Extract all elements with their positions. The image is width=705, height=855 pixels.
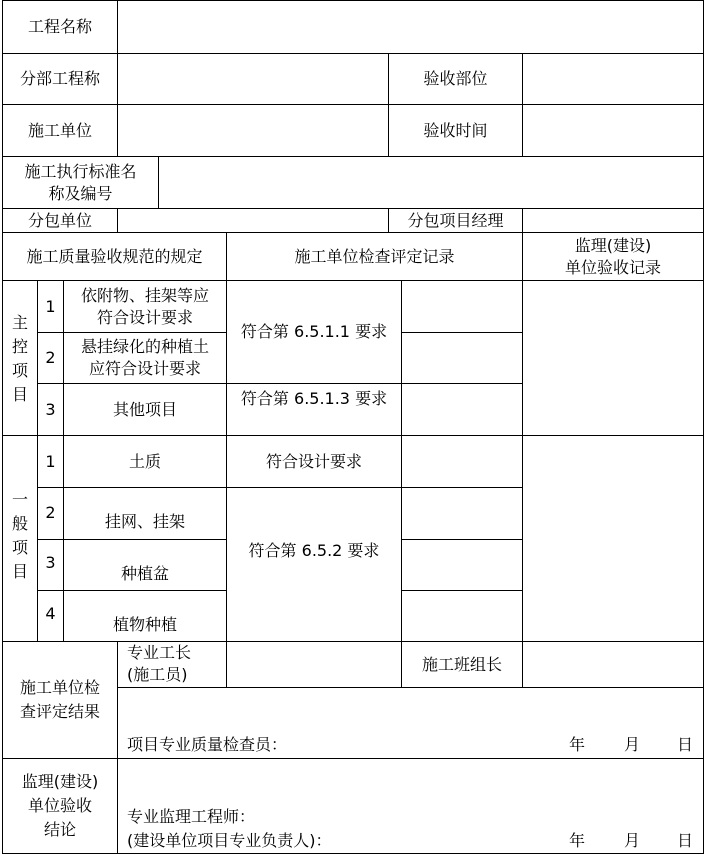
contractor-label: 施工单位 — [2, 104, 118, 157]
result-month: 月 — [624, 735, 641, 754]
general-item-3-text: 种植盆 — [63, 539, 227, 591]
conclusion-month: 月 — [624, 831, 641, 850]
team-leader-value[interactable] — [522, 641, 704, 688]
team-leader-label: 施工班组长 — [401, 641, 523, 688]
main-measure-3[interactable] — [401, 383, 523, 436]
main-measure-2[interactable] — [401, 332, 523, 384]
general-item-4-text: 植物种植 — [63, 590, 227, 642]
general-item-1-text: 土质 — [63, 435, 227, 488]
project-name-value[interactable] — [117, 0, 704, 54]
main-item-1-no: 1 — [37, 280, 64, 333]
subcontractor-value[interactable] — [117, 208, 389, 233]
check-record-header: 施工单位检查评定记录 — [226, 232, 523, 281]
general-measure-4[interactable] — [401, 590, 523, 642]
owner-representative-label: (建设单位项目专业负责人)： — [127, 831, 332, 850]
result-label: 施工单位检 查评定结果 — [2, 641, 118, 759]
general-group-label: 一 般 项 目 — [2, 435, 38, 642]
contractor-value[interactable] — [117, 104, 389, 157]
standard-label: 施工执行标准名 称及编号 — [2, 156, 159, 209]
acceptance-time-label: 验收时间 — [388, 104, 523, 157]
conclusion-label: 监理(建设) 单位验收 结论 — [2, 758, 118, 854]
general-item-1-no: 1 — [37, 435, 64, 488]
foreman-value[interactable] — [226, 641, 402, 688]
main-record-1-2[interactable]: 符合第 6.5.1.1 要求 — [226, 280, 402, 384]
supervision-header: 监理(建设) 单位验收记录 — [522, 232, 704, 281]
acceptance-time-value[interactable] — [522, 104, 704, 157]
general-supervision-record[interactable] — [522, 435, 704, 642]
subcontractor-label: 分包单位 — [2, 208, 118, 233]
acceptance-part-value[interactable] — [522, 53, 704, 105]
conclusion-year: 年 — [569, 831, 586, 850]
general-measure-2[interactable] — [401, 487, 523, 540]
subcontract-manager-label: 分包项目经理 — [388, 208, 523, 233]
general-item-2-no: 2 — [37, 487, 64, 540]
main-record-3[interactable]: 符合第 6.5.1.3 要求 — [226, 383, 402, 436]
general-item-3-no: 3 — [37, 539, 64, 591]
subcontract-manager-value[interactable] — [522, 208, 704, 233]
main-group-label: 主 控 项 目 — [2, 280, 38, 436]
sub-project-label: 分部工程称 — [2, 53, 118, 105]
supervisor-label: 专业监理工程师： — [127, 807, 256, 826]
main-supervision-record[interactable] — [522, 280, 704, 436]
inspector-label: 项目专业质量检查员： — [127, 735, 288, 754]
general-item-2-text: 挂网、挂架 — [63, 487, 227, 540]
main-measure-1[interactable] — [401, 280, 523, 333]
general-measure-3[interactable] — [401, 539, 523, 591]
general-record-1[interactable]: 符合设计要求 — [226, 435, 402, 488]
project-name-label: 工程名称 — [2, 0, 118, 54]
main-item-2-text: 悬挂绿化的种植土 应符合设计要求 — [63, 332, 227, 384]
result-day: 日 — [677, 735, 694, 754]
general-measure-1[interactable] — [401, 435, 523, 488]
main-item-1-text: 依附物、挂架等应 符合设计要求 — [63, 280, 227, 333]
foreman-label: 专业工长 (施工员) — [117, 641, 227, 688]
spec-header: 施工质量验收规范的规定 — [2, 232, 227, 281]
main-item-2-no: 2 — [37, 332, 64, 384]
result-year: 年 — [569, 735, 586, 754]
general-record-2-4[interactable]: 符合第 6.5.2 要求 — [226, 487, 402, 642]
sub-project-value[interactable] — [117, 53, 389, 105]
conclusion-day: 日 — [677, 831, 694, 850]
main-item-3-text: 其他项目 — [63, 383, 227, 436]
general-item-4-no: 4 — [37, 590, 64, 642]
main-item-3-no: 3 — [37, 383, 64, 436]
acceptance-part-label: 验收部位 — [388, 53, 523, 105]
standard-value[interactable] — [158, 156, 704, 209]
